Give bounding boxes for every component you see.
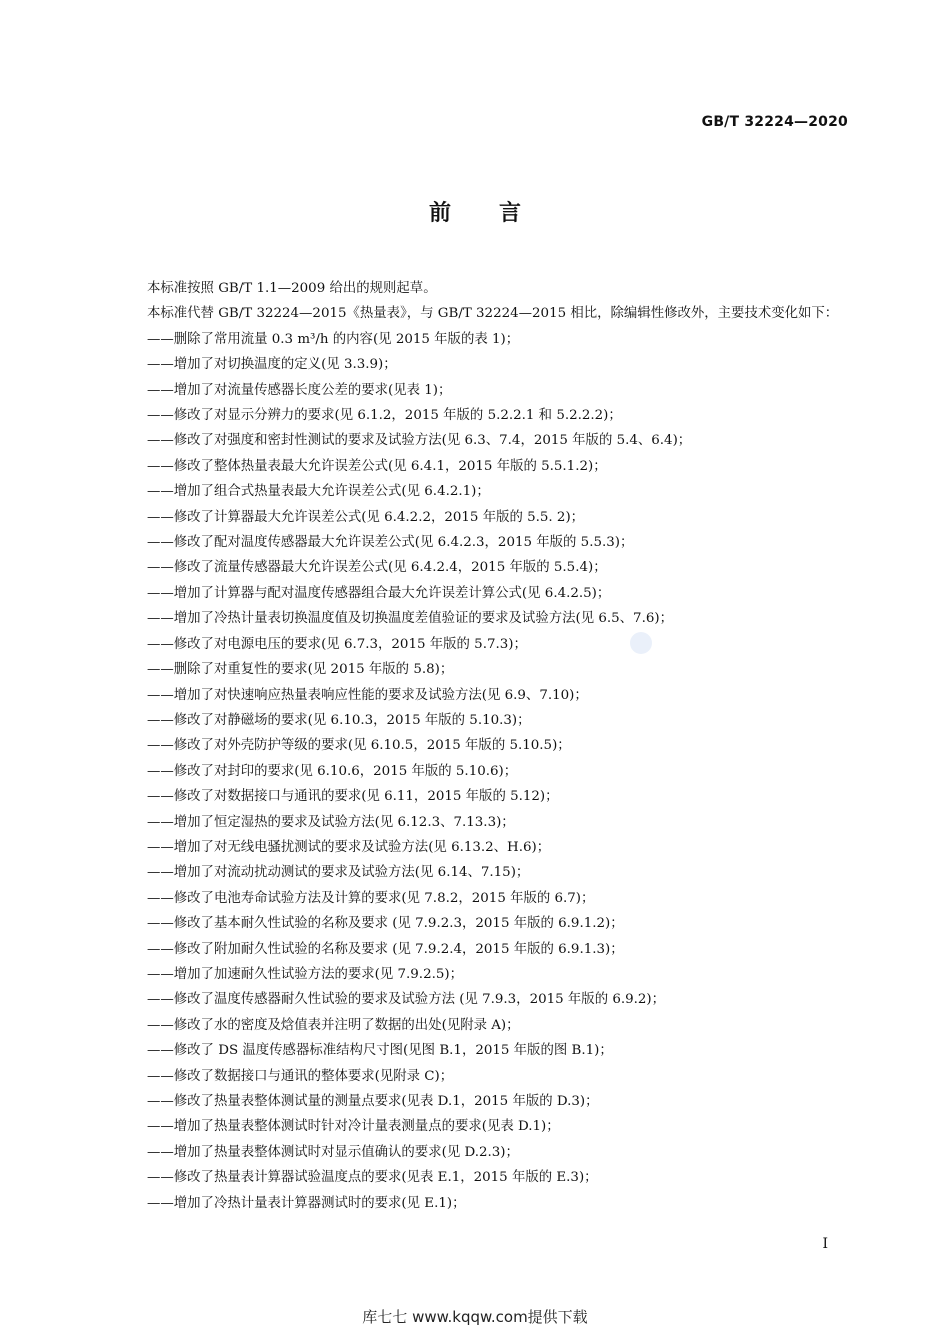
change-item: ——修改了对强度和密封性测试的要求及试验方法(见 6.3、7.4，2015 年版的 5.4、6.4)； <box>147 433 692 449</box>
change-item: ——修改了附加耐久性试验的名称及要求 (见 7.9.2.4，2015 年版的 6.9.1.3)； <box>147 941 624 957</box>
change-list <box>115 327 850 1216</box>
standard-code: GB/T 32224—2020 <box>701 114 848 130</box>
download-footer: 库七七 www.kqqw.com提供下载 <box>362 1308 588 1326</box>
change-item: ——增加了加速耐久性试验方法的要求(见 7.9.2.5)； <box>147 966 463 982</box>
change-item: ——增加了计算器与配对温度传感器组合最大允许误差计算公式(见 6.4.2.5)； <box>147 585 611 601</box>
intro-paragraph-1: 本标准按照 GB/T 1.1—2009 给出的规则起草。 <box>147 281 437 296</box>
change-item: ——增加了对流动扰动测试的要求及试验方法(见 6.14、7.15)； <box>147 865 530 881</box>
change-item: ——修改了对静磁场的要求(见 6.10.3，2015 年版的 5.10.3)； <box>147 712 531 728</box>
page-title: 前言 <box>428 201 569 226</box>
change-item: ——删除了常用流量 0.3 m³/h 的内容(见 2015 年版的表 1)； <box>147 331 520 347</box>
change-item: ——增加了对无线电骚扰测试的要求及试验方法(见 6.13.2、H.6)； <box>147 839 551 855</box>
change-item: ——修改了对显示分辨力的要求(见 6.1.2，2015 年版的 5.2.2.1 和 5.2.2.2)； <box>147 408 622 424</box>
change-item: ——修改了对电源电压的要求(见 6.7.3，2015 年版的 5.7.3)； <box>147 636 527 652</box>
change-item: ——修改了水的密度及焓值表并注明了数据的出处(见附录 A)； <box>147 1017 520 1033</box>
intro-paragraph-2: 本标准代替 GB/T 32224—2015《热量表》，与 GB/T 32224—2015 相比，除编辑性修改外，主要技术变化如下： <box>147 306 839 322</box>
change-item: ——增加了组合式热量表最大允许误差公式(见 6.4.2.1)； <box>147 484 490 500</box>
change-item: ——修改了 DS 温度传感器标准结构尺寸图(见图 B.1，2015 年版的图 B.1)； <box>147 1043 613 1059</box>
change-item: ——修改了数据接口与通讯的整体要求(见附录 C)； <box>147 1068 454 1084</box>
change-item: ——删除了对重复性的要求(见 2015 年版的 5.8)； <box>147 662 454 678</box>
change-item: ——修改了整体热量表最大允许误差公式(见 6.4.1，2015 年版的 5.5.1.2)； <box>147 458 607 474</box>
change-item: ——修改了流量传感器最大允许误差公式(见 6.4.2.4，2015 年版的 5.5.4)； <box>147 560 607 576</box>
change-item: ——修改了电池寿命试验方法及计算的要求(见 7.8.2，2015 年版的 6.7)； <box>147 890 595 906</box>
change-item: ——修改了温度传感器耐久性试验的要求及试验方法 (见 7.9.3，2015 年版的 6.9.2)； <box>147 992 666 1008</box>
change-item: ——增加了热量表整体测试时对显示值确认的要求(见 D.2.3)； <box>147 1144 519 1160</box>
change-item: ——增加了对流量传感器长度公差的要求(见表 1)； <box>147 382 452 398</box>
change-item: ——修改了对外壳防护等级的要求(见 6.10.5，2015 年版的 5.10.5)； <box>147 738 571 754</box>
page-number: I <box>822 1236 828 1252</box>
change-item: ——修改了对数据接口与通讯的要求(见 6.11，2015 年版的 5.12)； <box>147 789 559 805</box>
change-item: ——增加了对快速响应热量表响应性能的要求及试验方法(见 6.9、7.10)； <box>147 687 588 703</box>
change-item: ——增加了恒定湿热的要求及试验方法(见 6.12.3、7.13.3)； <box>147 814 515 830</box>
change-item: ——修改了计算器最大允许误差公式(见 6.4.2.2，2015 年版的 5.5. 2)； <box>147 509 585 525</box>
change-item: ——修改了基本耐久性试验的名称及要求 (见 7.9.2.3，2015 年版的 6.9.1.2)； <box>147 916 624 932</box>
change-item: ——修改了热量表整体测试量的测量点要求(见表 D.1，2015 年版的 D.3)； <box>147 1094 599 1109</box>
document-body <box>115 276 850 1216</box>
change-item: ——修改了对封印的要求(见 6.10.6，2015 年版的 5.10.6)； <box>147 763 518 779</box>
change-item: ——修改了配对温度传感器最大允许误差公式(见 6.4.2.3，2015 年版的 5.5.3)； <box>147 535 634 551</box>
change-item: ——修改了热量表计算器试验温度点的要求(见表 E.1，2015 年版的 E.3)； <box>147 1170 598 1186</box>
watermark-mark <box>630 632 652 654</box>
change-item: ——增加了冷热计量表计算器测试时的要求(见 E.1)； <box>147 1195 466 1211</box>
change-item: ——增加了对切换温度的定义(见 3.3.9)； <box>147 357 397 373</box>
change-item: ——增加了热量表整体测试时针对冷计量表测量点的要求(见表 D.1)； <box>147 1119 560 1135</box>
change-item: ——增加了冷热计量表切换温度值及切换温度差值验证的要求及试验方法(见 6.5、7.6)； <box>147 611 673 627</box>
